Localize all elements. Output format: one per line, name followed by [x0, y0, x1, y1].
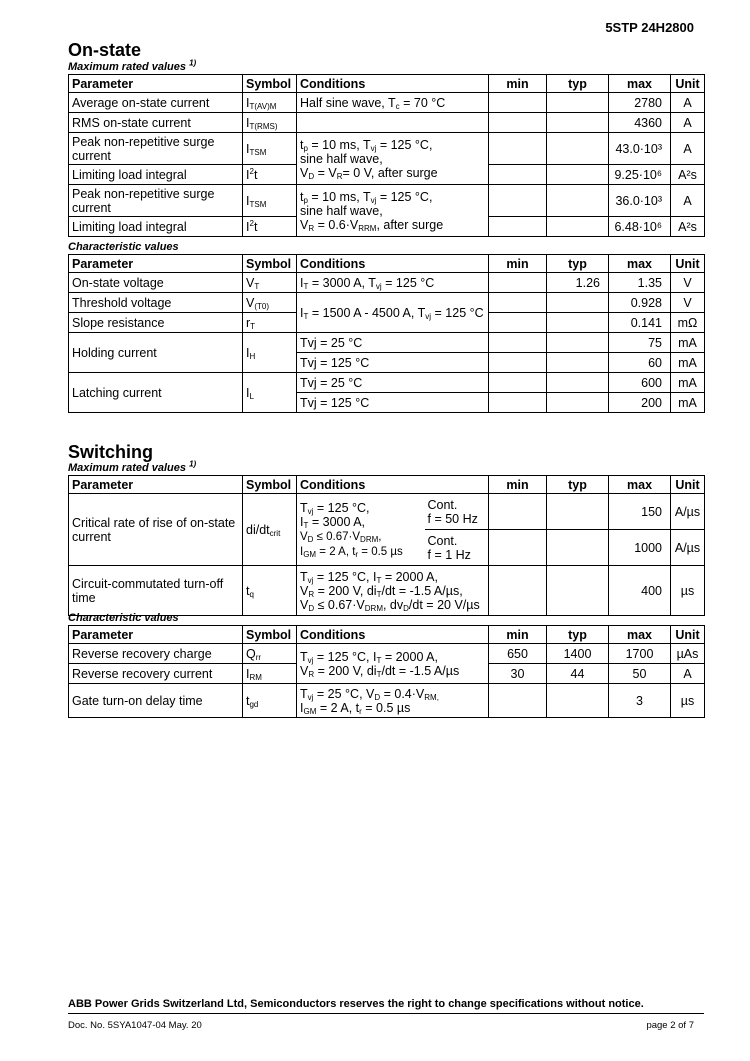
table-row: [69, 684, 705, 718]
param-cell: Circuit-commutated turn-off time: [69, 566, 243, 616]
col-header-unit: Unit: [671, 476, 705, 494]
param-cell: On-state voltage: [69, 273, 243, 293]
footer-notice: ABB Power Grids Switzerland Ltd, Semiconductors reserves the right to change specifications without notice.: [68, 998, 644, 1010]
col-header-conditions: Conditions: [297, 255, 489, 273]
col-header-conditions: Conditions: [297, 476, 489, 494]
col-header-symbol: Symbol: [243, 255, 297, 273]
param-cell: Reverse recovery current: [69, 664, 243, 684]
col-header-typ: typ: [547, 626, 609, 644]
conditions-cell: $I_T = 1500$ A - 4500 A, $T_{vj} = 125$ °C: [297, 293, 489, 333]
switching-char-table: [68, 625, 705, 718]
unit-cell: mA: [671, 333, 705, 353]
col-header-parameter: Parameter: [69, 476, 243, 494]
part-number: 5STP 24H2800: [605, 20, 694, 35]
onstate-max-table: [68, 74, 705, 237]
switching-max-table: [68, 475, 705, 616]
conditions-cell: Tvj = 25 °C: [297, 373, 489, 393]
unit-cell: A: [671, 133, 705, 165]
max-cell: 150: [609, 494, 671, 530]
param-cell: Peak non-repetitive surge current: [69, 133, 243, 165]
section-title-switching: Switching: [68, 442, 153, 462]
max-cell: 3: [609, 684, 671, 718]
symbol-cell: $Q_{rr}$: [243, 644, 297, 664]
unit-cell: A: [671, 185, 705, 217]
conditions-cell: $t_p = 10$ ms, $T_{vj} = 125$ °C, sine half wave, $V_R = 0.6\cdot V_{RRM}$, after surge: [297, 185, 489, 237]
col-header-unit: Unit: [671, 255, 705, 273]
typ-cell: 1.26: [547, 273, 609, 293]
unit-cell: A/µs: [671, 494, 705, 530]
unit-cell: mΩ: [671, 313, 705, 333]
symbol-cell: $I_{T(RMS)}$: [243, 113, 297, 133]
param-cell: Critical rate of rise of on-state current: [69, 494, 243, 566]
col-header-max: max: [609, 626, 671, 644]
param-cell: Gate turn-on delay time: [69, 684, 243, 718]
table-row: [69, 566, 705, 616]
unit-cell: mA: [671, 393, 705, 413]
col-header-typ: typ: [547, 75, 609, 93]
conditions-cell-sub: Cont. f = 1 Hz: [425, 530, 489, 566]
onstate-char-table: [68, 254, 705, 413]
min-cell: 30: [489, 664, 547, 684]
typ-cell: 1400: [547, 644, 609, 664]
table-row: [69, 333, 705, 353]
table-row: [69, 494, 705, 530]
max-cell: 9.25·10⁶: [609, 165, 671, 185]
col-header-typ: typ: [547, 476, 609, 494]
max-cell: 75: [609, 333, 671, 353]
symbol-cell: $t_q$: [243, 566, 297, 616]
unit-cell: A²s: [671, 165, 705, 185]
unit-cell: mA: [671, 373, 705, 393]
max-cell: 43.0·10³: [609, 133, 671, 165]
conditions-cell: Half sine wave, $T_c = 70$ °C: [297, 93, 489, 113]
footer-page-number: page 2 of 7: [646, 1020, 694, 1031]
typ-cell: 44: [547, 664, 609, 684]
conditions-cell: $I_T = 3000$ A, $T_{vj} = 125$ °C: [297, 273, 489, 293]
symbol-cell: $I_{TSM}$: [243, 133, 297, 165]
conditions-cell: $T_{vj} = 125$ °C, $I_T = 2000$ A, $V_R = 200$ V, $di_T/dt = -1.5$ A/µs: [297, 644, 489, 684]
col-header-min: min: [489, 476, 547, 494]
col-header-unit: Unit: [671, 626, 705, 644]
param-cell: Threshold voltage: [69, 293, 243, 313]
col-header-max: max: [609, 75, 671, 93]
footer-divider: [68, 1013, 704, 1014]
col-header-parameter: Parameter: [69, 75, 243, 93]
unit-cell: V: [671, 273, 705, 293]
table-row: [69, 293, 705, 313]
table-header-row: [69, 476, 705, 494]
col-header-symbol: Symbol: [243, 75, 297, 93]
symbol-cell: $I_{T(AV)M}$: [243, 93, 297, 113]
conditions-cell: Tvj = 125 °C: [297, 353, 489, 373]
max-cell: 1.35: [609, 273, 671, 293]
max-cell: 1700: [609, 644, 671, 664]
table-row: [69, 644, 705, 664]
table-header-row: [69, 626, 705, 644]
max-cell: 200: [609, 393, 671, 413]
param-cell: Limiting load integral: [69, 165, 243, 185]
unit-cell: A: [671, 93, 705, 113]
col-header-min: min: [489, 626, 547, 644]
symbol-cell: $I_{RM}$: [243, 664, 297, 684]
col-header-max: max: [609, 255, 671, 273]
symbol-cell: $di/dt_{crit}$: [243, 494, 297, 566]
subtitle-switching-max: Maximum rated values $^{1)}$: [68, 459, 197, 474]
conditions-cell-sub: Cont. f = 50 Hz: [425, 494, 489, 530]
unit-cell: A: [671, 664, 705, 684]
col-header-unit: Unit: [671, 75, 705, 93]
col-header-symbol: Symbol: [243, 476, 297, 494]
max-cell: 36.0·10³: [609, 185, 671, 217]
table-row: [69, 273, 705, 293]
col-header-min: min: [489, 75, 547, 93]
conditions-cell: $T_{vj} = 125$ °C, $I_T = 2000$ A, $V_R = 200$ V, $di_T/dt = -1.5$ A/µs, $V_D \le 0.67\cdot V_{DRM}$, $dv_D/dt = 20$ V/µs: [297, 566, 489, 616]
subtitle-switching-char: Characteristic values: [68, 612, 179, 624]
unit-cell: A/µs: [671, 530, 705, 566]
col-header-conditions: Conditions: [297, 75, 489, 93]
max-cell: 0.928: [609, 293, 671, 313]
col-header-symbol: Symbol: [243, 626, 297, 644]
table-header-row: [69, 75, 705, 93]
param-cell: Latching current: [69, 373, 243, 413]
table-row: [69, 373, 705, 393]
param-cell: Average on-state current: [69, 93, 243, 113]
max-cell: 50: [609, 664, 671, 684]
param-cell: Slope resistance: [69, 313, 243, 333]
symbol-cell: $I_L$: [243, 373, 297, 413]
conditions-cell: $T_{vj} = 125$ °C, $I_T = 3000$ A, $V_D \le 0.67\cdot V_{DRM}$, $I_{GM} = 2$ A, $t_r = 0.5$ µs: [297, 494, 425, 566]
max-cell: 4360: [609, 113, 671, 133]
symbol-cell: $I^2t$: [243, 165, 297, 185]
param-cell: Peak non-repetitive surge current: [69, 185, 243, 217]
table-row: [69, 133, 705, 165]
conditions-cell: $T_{vj} = 25$ °C, $V_D = 0.4\cdot V_{RM,}$ $I_{GM} = 2$ A, $t_r = 0.5$ µs: [297, 684, 489, 718]
max-cell: 6.48·10⁶: [609, 217, 671, 237]
max-cell: 60: [609, 353, 671, 373]
conditions-cell: Tvj = 125 °C: [297, 393, 489, 413]
param-cell: Limiting load integral: [69, 217, 243, 237]
max-cell: 600: [609, 373, 671, 393]
symbol-cell: $I^2t$: [243, 217, 297, 237]
table-header-row: [69, 255, 705, 273]
subtitle-onstate-char: Characteristic values: [68, 241, 179, 253]
unit-cell: µAs: [671, 644, 705, 664]
symbol-cell: $V_T$: [243, 273, 297, 293]
conditions-cell: $t_p = 10$ ms, $T_{vj} = 125$ °C, sine half wave, $V_D = V_R= 0$ V, after surge: [297, 133, 489, 185]
unit-cell: A²s: [671, 217, 705, 237]
min-cell: 650: [489, 644, 547, 664]
col-header-parameter: Parameter: [69, 255, 243, 273]
col-header-max: max: [609, 476, 671, 494]
param-cell: Reverse recovery charge: [69, 644, 243, 664]
symbol-cell: $r_T$: [243, 313, 297, 333]
max-cell: 0.141: [609, 313, 671, 333]
param-cell: RMS on-state current: [69, 113, 243, 133]
col-header-parameter: Parameter: [69, 626, 243, 644]
symbol-cell: $V_{(T0)}$: [243, 293, 297, 313]
symbol-cell: $t_{gd}$: [243, 684, 297, 718]
conditions-cell: Tvj = 25 °C: [297, 333, 489, 353]
unit-cell: A: [671, 113, 705, 133]
table-row: [69, 185, 705, 217]
symbol-cell: $I_{TSM}$: [243, 185, 297, 217]
unit-cell: mA: [671, 353, 705, 373]
max-cell: 400: [609, 566, 671, 616]
unit-cell: µs: [671, 566, 705, 616]
unit-cell: µs: [671, 684, 705, 718]
max-cell: 2780: [609, 93, 671, 113]
footer-doc-number: Doc. No. 5SYA1047-04 May. 20: [68, 1020, 202, 1031]
col-header-typ: typ: [547, 255, 609, 273]
param-cell: Holding current: [69, 333, 243, 373]
max-cell: 1000: [609, 530, 671, 566]
table-row: [69, 93, 705, 113]
col-header-conditions: Conditions: [297, 626, 489, 644]
section-title-onstate: On-state: [68, 40, 142, 60]
unit-cell: V: [671, 293, 705, 313]
symbol-cell: $I_H$: [243, 333, 297, 373]
table-row: [69, 113, 705, 133]
subtitle-onstate-max: Maximum rated values $^{1)}$: [68, 58, 197, 73]
col-header-min: min: [489, 255, 547, 273]
